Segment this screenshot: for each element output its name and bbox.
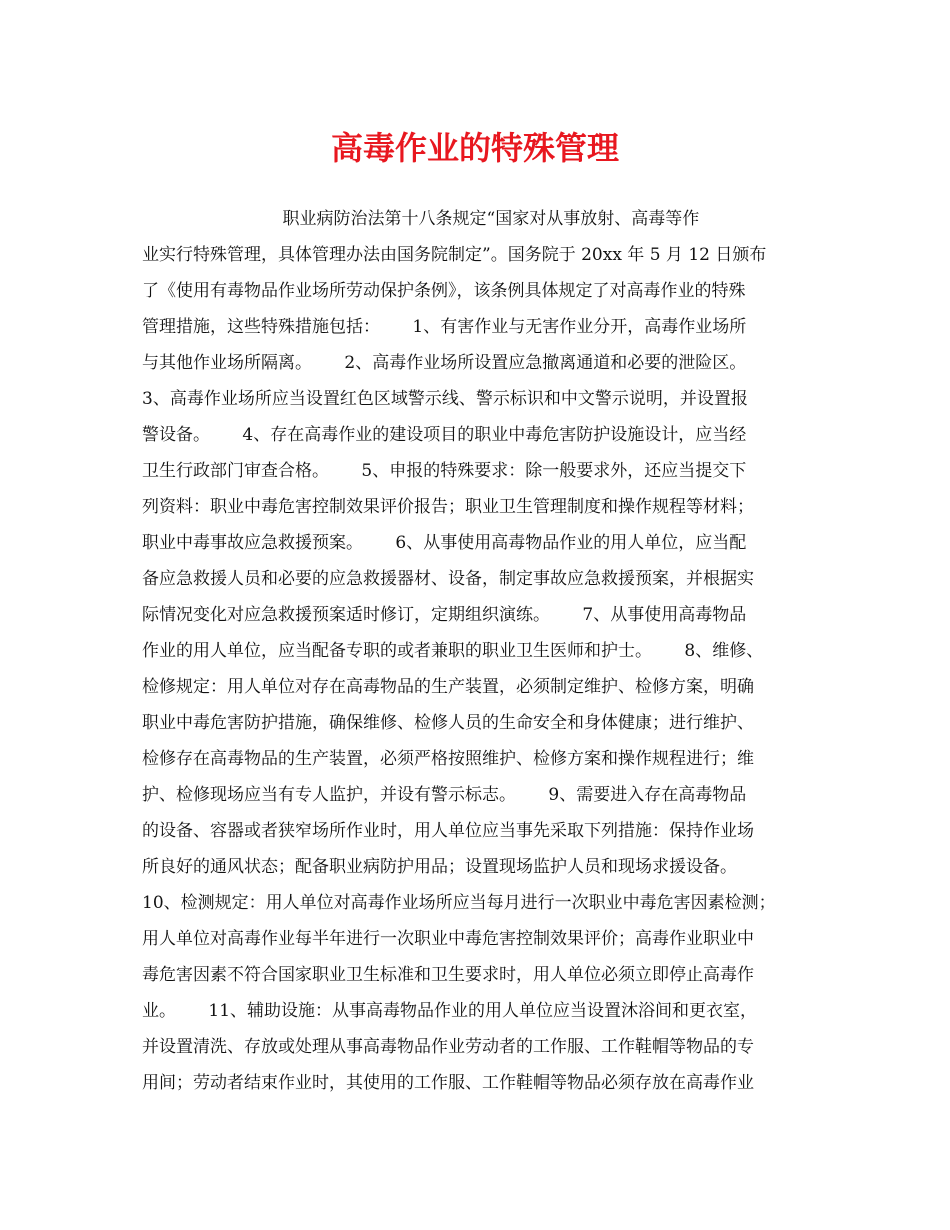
body-line: 业。 11、辅助设施：从事高毒物品作业的用人单位应当设置沐浴间和更衣室， [142,1001,758,1021]
body-line: 职业中毒事故应急救援预案。 6、从事使用高毒物品作业的用人单位，应当配 [142,533,747,553]
body-line: 职业病防治法第十八条规定“国家对从事放射、高毒等作 [142,209,700,229]
body-line: 并设置清洗、存放或处理从事高毒物品作业劳动者的工作服、工作鞋帽等物品的专 [142,1037,754,1057]
body-line: 管理措施，这些特殊措施包括： 1、有害作业与无害作业分开，高毒作业场所 [142,317,747,337]
body-line: 列资料：职业中毒危害控制效果评价报告；职业卫生管理制度和操作规程等材料； [142,497,754,517]
body-line: 职业中毒危害防护措施，确保维修、检修人员的生命安全和身体健康；进行维护、 [142,713,754,733]
body-line: 检修存在高毒物品的生产装置，必须严格按照维护、检修方案和操作规程进行；维 [142,749,754,769]
body-line: 毒危害因素不符合国家职业卫生标准和卫生要求时，用人单位必须立即停止高毒作 [142,965,754,985]
body-line: 作业的用人单位，应当配备专职的或者兼职的职业卫生医师和护士。 8、维修、 [142,641,764,661]
body-line: 业实行特殊管理，具体管理办法由国务院制定”。国务院于 20xx 年 5 月 12 日颁布 [142,245,767,265]
body-line: 护、检修现场应当有专人监护，并设有警示标志。 9、需要进入存在高毒物品 [142,785,747,805]
body-line: 与其他作业场所隔离。 2、高毒作业场所设置应急撤离通道和必要的泄险区。 [142,353,747,373]
body-line: 检修规定：用人单位对存在高毒物品的生产装置，必须制定维护、检修方案，明确 [142,677,754,697]
body-line: 3、高毒作业场所应当设置红色区域警示线、警示标识和中文警示说明，并设置报 [142,389,748,409]
document-title: 高毒作业的特殊管理 [330,129,619,167]
body-line: 用间；劳动者结束作业时，其使用的工作服、工作鞋帽等物品必须存放在高毒作业 [142,1073,754,1093]
body-line: 所良好的通风状态；配备职业病防护用品；设置现场监护人员和现场求援设备。 [142,857,737,877]
body-line: 用人单位对高毒作业每半年进行一次职业中毒危害控制效果评价；高毒作业职业中 [142,929,754,949]
body-line: 10、检测规定：用人单位对高毒作业场所应当每月进行一次职业中毒危害因素检测； [142,893,776,913]
document-body [142,208,832,1108]
body-line: 了《使用有毒物品作业场所劳动保护条例》，该条例具体规定了对高毒作业的特殊 [142,281,746,301]
body-line: 警设备。 4、存在高毒作业的建设项目的职业中毒危害防护设施设计，应当经 [142,425,747,445]
body-line: 卫生行政部门审查合格。 5、申报的特殊要求：除一般要求外，还应当提交下 [142,461,747,481]
body-line: 的设备、容器或者狭窄场所作业时，用人单位应当事先采取下列措施：保持作业场 [142,821,754,841]
body-line: 备应急救援人员和必要的应急救援器材、设备，制定事故应急救援预案，并根据实 [142,569,754,589]
body-line: 际情况变化对应急救援预案适时修订，定期组织演练。 7、从事使用高毒物品 [142,605,747,625]
